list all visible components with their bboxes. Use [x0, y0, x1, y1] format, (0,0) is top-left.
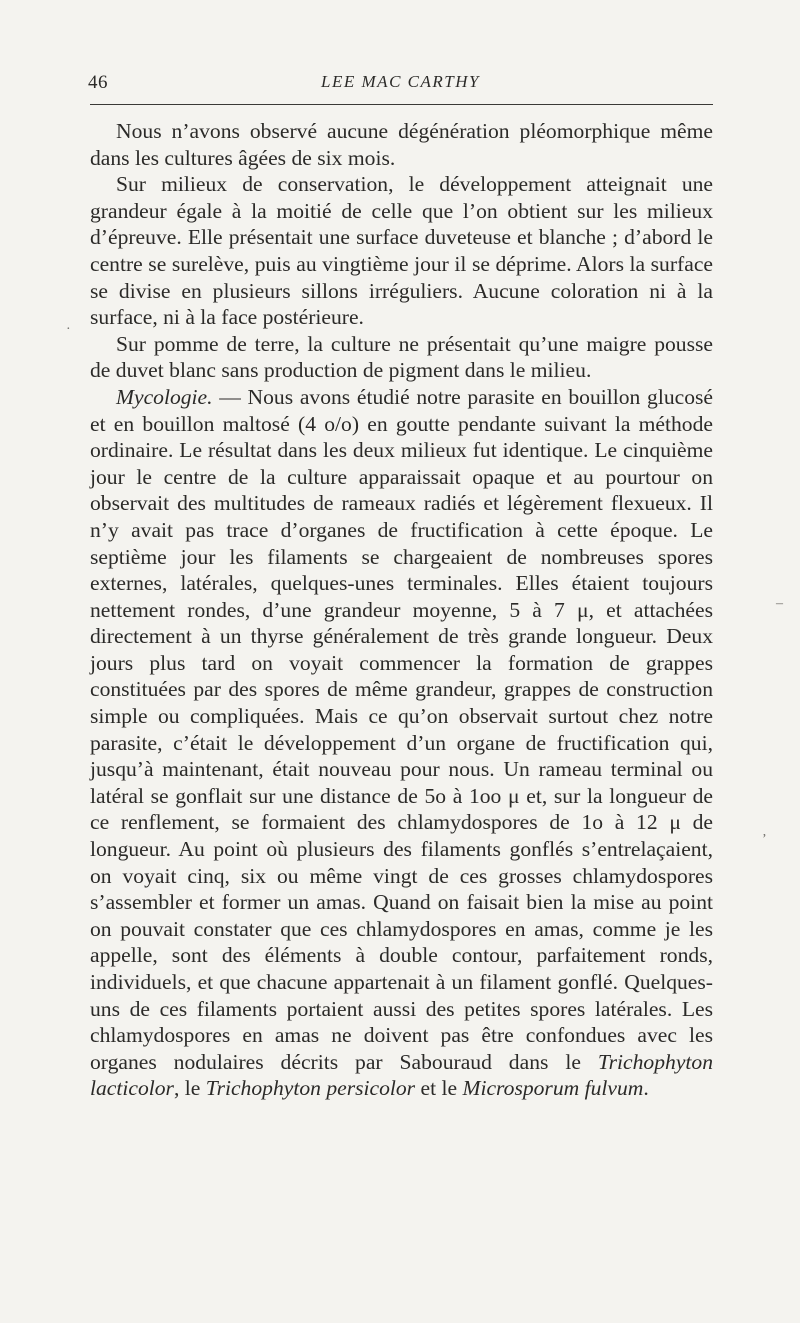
margin-tick: ʼ [762, 832, 767, 847]
section-heading-mycologie: Mycologie. [116, 384, 213, 409]
paragraph-text: — Nous avons étudié notre parasite en bouillon glucosé et en bouillon maltosé (4 o/o) en goutte pendante suivant la méthode ordinaire. Le résultat dans les deux milieux fut identique. Le cinquième jour le centre de la culture apparaissait opaque et au pourtour on observait des multitudes de rameaux radiés et légèrement flexueux. Il n’y avait pas trace d’organes de fructification à cette époque. Le septième jour les filaments se chargeaient de nombreuses spores externes, latérales, quelques-unes terminales. Elles étaient toujours nettement rondes, d’une grandeur moyenne, 5 à 7 μ, et attachées directement à un thyrse généralement de très grande longueur. Deux jours plus tard on voyait commencer la formation de grappes constituées par des spores de même grandeur, grappes de construction simple ou compliquées. Mais ce qu’on observait surtout chez notre parasite, c’était le développement d’un organe de fructification qui, jusqu’à maintenant, était nouveau pour nous. Un rameau terminal ou latéral se gonflait sur une distance de 5o à 1oo μ et, sur la longueur de ce renflement, se formaient des chlamydospores de 1o à 12 μ de longueur. Au point où plusieurs des filaments gonflés s’entrelaçaient, on voyait cinq, six ou même vingt de ces grosses chlamydospores s’assembler et former un amas. Quand on faisait bien la mise au point on pouvait constater que ces chlamydospores en amas, comme je les appelle, sont des éléments à double contour, parfaitement ronds, individuels, et que chacune appartenait à un filament gonflé. Quelques-uns de ces filaments portaient aussi des petites spores latérales. Les chlamydospores en amas ne doivent pas être confondues avec les organes nodulaires décrits par Sabouraud dans le [90, 384, 713, 1074]
paragraph-mycologie [90, 384, 713, 1102]
header-rule [90, 104, 713, 105]
page-header [88, 72, 713, 98]
paragraph [90, 171, 713, 331]
paragraph [90, 331, 713, 384]
margin-dot: · [66, 322, 71, 337]
margin-dash: – [776, 596, 783, 611]
paragraph-text: Sur milieux de conservation, le développement atteignait une grandeur égale à la moitié de celle que l’on obtient sur les milieux d’épreuve. Elle présentait une surface duveteuse et blanche ; d’abord le centre se surelève, puis au vingtième jour il se déprime. Alors la surface se divise en plusieurs sillons irréguliers. Aucune coloration ni à la surface, ni à la face postérieure. [90, 172, 713, 330]
species-name: Microsporum fulvum [462, 1076, 644, 1101]
paragraph [90, 118, 713, 171]
species-name: Trichophyton lacticolor [90, 1049, 713, 1101]
paragraph-text: . [643, 1076, 649, 1101]
species-name: Trichophyton persicolor [205, 1076, 416, 1101]
paragraph-text: Nous n’avons observé aucune dégénération pléomorphique même dans les cultures âgées de six mois. [90, 119, 713, 170]
paragraph-text: et le [415, 1076, 463, 1101]
paragraph-text: , le [173, 1076, 206, 1101]
paragraph-text: Sur pomme de terre, la culture ne présentait qu’une maigre pousse de duvet blanc sans production de pigment dans le milieu. [90, 331, 713, 383]
running-title: LEE MAC CARTHY [321, 72, 480, 91]
body-text [90, 118, 713, 1102]
page-number: 46 [88, 72, 108, 93]
